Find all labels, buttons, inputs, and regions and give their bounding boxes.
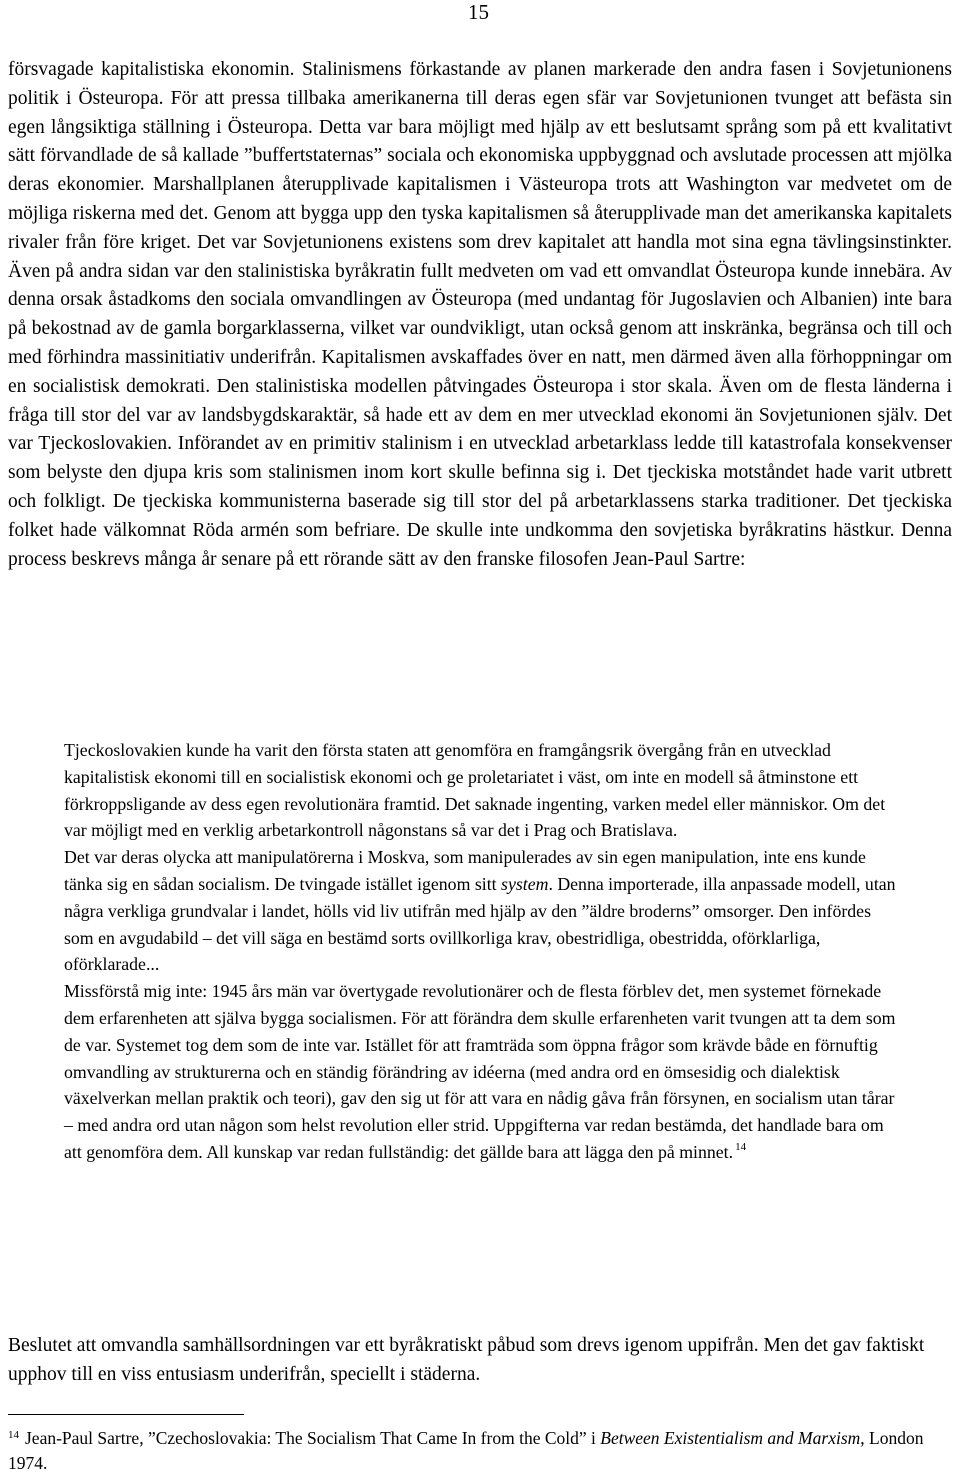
footnote [8, 1423, 952, 1476]
quote-paragraph-3 [64, 978, 904, 1166]
footnote-text-after: , London 1974. [8, 1428, 924, 1473]
footnote-book-title: Between Existentialism and Marxism [600, 1428, 861, 1448]
page-number: 15 [468, 0, 489, 24]
quote-p2-text-after: . Denna importerade, illa anpassade modell, utan några verkliga grundvalar i landet, hölls vid liv utifrån med hjälp av den ”äldre broderns” omsorger. Den infördes som en avgudabild – det vill säga en bestämd sorts ovillkorliga krav, obestridliga, obestridda, oförklarliga, oförklarade... [64, 873, 896, 975]
quote-paragraph-1: Tjeckoslovakien kunde ha varit den första staten att genomföra en framgångsrik övergång från en utvecklad kapitalistisk ekonomi till en socialistisk ekonomi och ge proletariatet i väst, om inte en modell så åtminstone ett förkroppsligande av dess egen revolutionära framtid. Det saknade ingenting, varken medel eller människor. Om det var möjligt med en verklig arbetarkontroll någonstans så var det i Prag och Bratislava. [64, 740, 886, 841]
quote-p2-text-before: Det var deras olycka att manipulatörerna i Moskva, som manipulerades av sin egen manipulation, inte ens kunde tänka sig en sådan socialism. De tvingade istället igenom sitt [64, 847, 866, 894]
footnote-text-before: Jean-Paul Sartre, ”Czechoslovakia: The Socialism That Came In from the Cold” i [25, 1428, 601, 1448]
footnote-number: 14 [8, 1429, 19, 1441]
block-quote [64, 737, 904, 1166]
quote-p2-emphasis: system [501, 873, 549, 894]
footnote-reference[interactable]: 14 [735, 1140, 747, 1153]
footnote-divider [8, 1414, 244, 1415]
body-paragraph-1: försvagade kapitalistiska ekonomin. Stalinismens förkastande av planen markerade den andra fasen i Sovjetunionens politik i Östeuropa. För att pressa tillbaka amerikanerna till deras egen sfär var Sovjetunionen tvunget att befästa sin egen långsiktiga ställning i Östeuropa. Detta var bara möjligt med hjälp av ett beslutsamt språng som på ett kvalitativt sätt förvandlade de så kallade ”buffertstaternas” sociala och ekonomiska uppbyggnad och avslutade processen att mjölka deras ekonomier. Marshallplanen återupplivade kapitalismen i Västeuropa trots att Washington var medvetet om de möjliga riskerna med det. Genom att bygga upp den tyska kapitalismen så återupplivade man det amerikanska kapitalets rivaler från före kriget. Det var Sovjetunionens existens som drev kapitalet att handla mot sina egna tävlingsinstinkter. Även på andra sidan var den stalinistiska byråkratin fullt medveten om vad ett omvandlat Östeuropa kunde innebära. Av denna orsak åstadkoms den sociala omvandlingen av Östeuropa (med undantag för Jugoslavien och Albanien) inte bara på bekostnad av de gamla borgarklasserna, vilket var oundvikligt, utan också genom att inskränka, begränsa och till och med förhindra massinitiativ underifrån. Kapitalismen avskaffades över en natt, men därmed även alla förhoppningar om en socialistisk demokrati. Den stalinistiska modellen påtvingades Östeuropa i stor skala. Även om de flesta länderna i fråga till stor del var av landsbygdskaraktär, så hade ett av dem en mer utvecklad ekonomi än Sovjetunionen själv. Det var Tjeckoslovakien. Införandet av en primitiv stalinism i en utvecklad arbetarklass ledde till katastrofala konsekvenser som belyste den djupa kris som stalinismen inom kort skulle befinna sig i. Det tjeckiska motståndet hade varit utbrett och folkligt. De tjeckiska kommunisterna baserade sig till stor del på arbetarklassens starka traditioner. Det tjeckiska folket hade välkomnat Röda armén som befriare. De skulle inte undkomma den sovjetiska byråkratins hästkur. Denna process beskrevs många år senare på ett rörande sätt av den franske filosofen Jean-Paul Sartre: [8, 59, 952, 570]
quote-paragraph-2 [64, 844, 904, 978]
body-paragraph-2: Beslutet att omvandla samhällsordningen var ett byråkratiskt påbud som drevs igenom uppifrån. Men det gav faktiskt upphov till en viss entusiasm underifrån, speciellt i städerna. [8, 1335, 925, 1385]
quote-p3-text: Missförstå mig inte: 1945 års män var övertygade revolutionärer och de flesta förblev det, men systemet förnekade dem erfarenheten att själva bygga socialismen. För att förändra dem skulle erfarenheten varit tvungen att ta dem som de var. Systemet tog dem som de inte var. Istället för att framträda som öppna frågor som krävde både en förnuftig omvandling av strukturerna och en ständig förändring av idéerna (med andra ord en ömsesidig och dialektisk växelverkan mellan praktik och teori), gav den sig ut för att vara en nådig gåva från försynen, en socialism utan tårar – med andra ord utan någon som helst revolution eller strid. Uppgifterna var redan bestämda, det handlade bara om att genomföra dem. All kunskap var redan fullständig: det gällde bara att lägga den på minnet. [64, 981, 896, 1162]
